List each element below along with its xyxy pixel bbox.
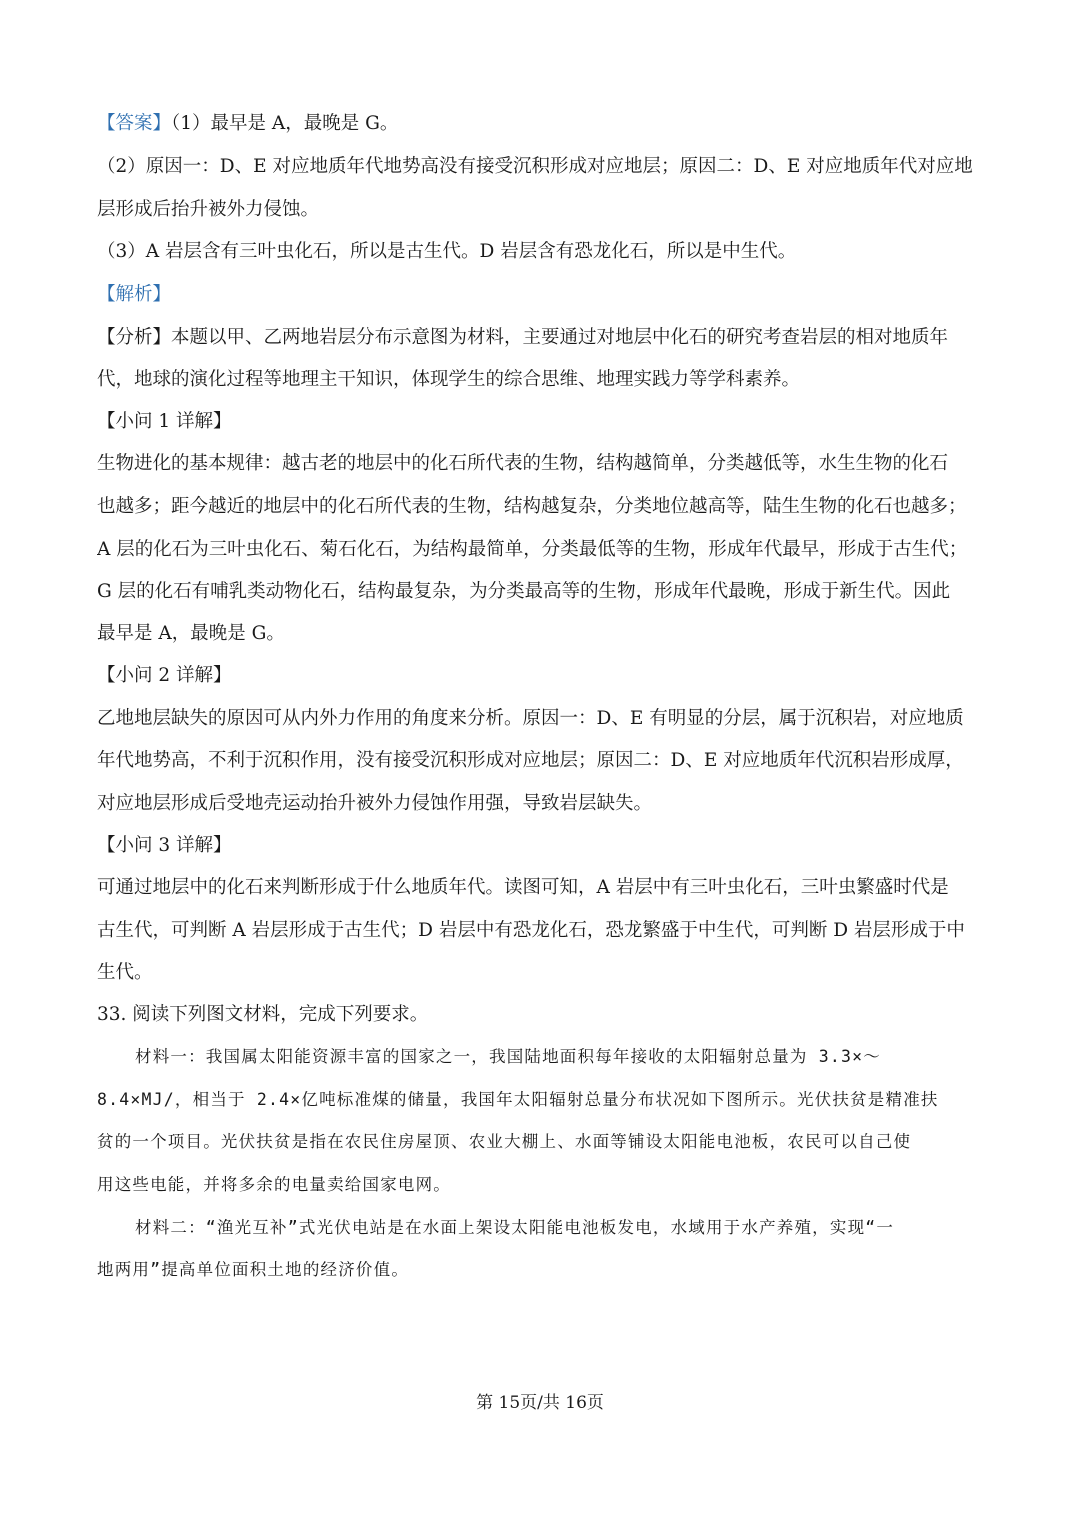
material1-line-1: 材料一：我国属太阳能资源丰富的国家之一，我国陆地面积每年接收的太阳辐射总量为 3.3×～ xyxy=(135,1047,881,1066)
answer-q1: （1）最早是 A，最晚是 G。 xyxy=(171,113,399,134)
answer-q1-line xyxy=(97,112,987,136)
material2-line-1: 材料二：“渔光互补”式光伏电站是在水面上架设太阳能电池板发电，水域用于水产养殖，实现“一 xyxy=(135,1218,895,1237)
sub1-line-3: A 层的化石为三叶虫化石、菊石化石，为结构最简单，分类最低等的生物，形成年代最早，形成于古生代； xyxy=(97,539,968,560)
sub1-line-2: 也越多；距今越近的地层中的化石所代表的生物，结构越复杂，分类地位越高等，陆生生物的化石也越多； xyxy=(97,496,967,517)
sub3-title: 【小问 3 详解】 xyxy=(97,835,232,856)
answer-q2-line2: 层形成后抬升被外力侵蚀。 xyxy=(97,199,320,220)
material1-line-3: 贫的一个项目。光伏扶贫是指在农民住房屋顶、农业大棚上、水面等铺设太阳能电池板，农民可以自己使 xyxy=(97,1132,912,1151)
sub1-title: 【小问 1 详解】 xyxy=(97,411,232,432)
page-number: 第 15页/共 16页 xyxy=(476,1393,604,1413)
sub1-line-1: 生物进化的基本规律：越古老的地层中的化石所代表的生物，结构越简单，分类越低等，水生生物的化石 xyxy=(97,453,949,474)
question-33-stem: 33. 阅读下列图文材料，完成下列要求。 xyxy=(97,1004,429,1025)
sub3-line-3: 生代。 xyxy=(97,962,153,983)
material1-line-4: 用这些电能，并将多余的电量卖给国家电网。 xyxy=(97,1175,451,1194)
analysis-overview-line1: 【分析】本题以甲、乙两地岩层分布示意图为材料，主要通过对地层中化石的研究考查岩层的相对地质年 xyxy=(97,327,949,348)
sub1-line-5: 最早是 A，最晚是 G。 xyxy=(97,623,285,644)
sub2-line-1: 乙地地层缺失的原因可从内外力作用的角度来分析。原因一：D、E 有明显的分层，属于沉积岩，对应地质 xyxy=(97,708,964,729)
analysis-overview-line2: 代，地球的演化过程等地理主干知识，体现学生的综合思维、地理实践力等学科素养。 xyxy=(97,369,801,390)
material1-line-2: 8.4×MJ/，相当于 2.4×亿吨标准煤的储量，我国年太阳辐射总量分布状况如下图所示。光伏扶贫是精准扶 xyxy=(97,1090,939,1109)
material2-line-2: 地两用”提高单位面积土地的经济价值。 xyxy=(97,1260,410,1279)
answer-q2-line1: （2）原因一：D、E 对应地质年代地势高没有接受沉积形成对应地层；原因二：D、E 对应地质年代对应地 xyxy=(97,156,973,177)
sub1-line-4: G 层的化石有哺乳类动物化石，结构最复杂，为分类最高等的生物，形成年代最晚，形成于新生代。因此 xyxy=(97,581,951,602)
analysis-tag: 【解析】 xyxy=(97,284,172,305)
sub3-line-1: 可通过地层中的化石来判断形成于什么地质年代。读图可知，A 岩层中有三叶虫化石，三叶虫繁盛时代是 xyxy=(97,877,949,898)
sub3-line-2: 古生代，可判断 A 岩层形成于古生代；D 岩层中有恐龙化石，恐龙繁盛于中生代，可判断 D 岩层形成于中 xyxy=(97,920,965,941)
sub2-line-2: 年代地势高，不利于沉积作用，没有接受沉积形成对应地层；原因二：D、E 对应地质年代沉积岩形成厚， xyxy=(97,750,964,771)
answer-q3: （3）A 岩层含有三叶虫化石，所以是古生代。D 岩层含有恐龙化石，所以是中生代。 xyxy=(97,241,797,262)
sub2-line-3: 对应地层形成后受地壳运动抬升被外力侵蚀作用强，导致岩层缺失。 xyxy=(97,793,653,814)
answer-tag: 【答案】 xyxy=(97,113,172,134)
sub2-title: 【小问 2 详解】 xyxy=(97,665,232,686)
